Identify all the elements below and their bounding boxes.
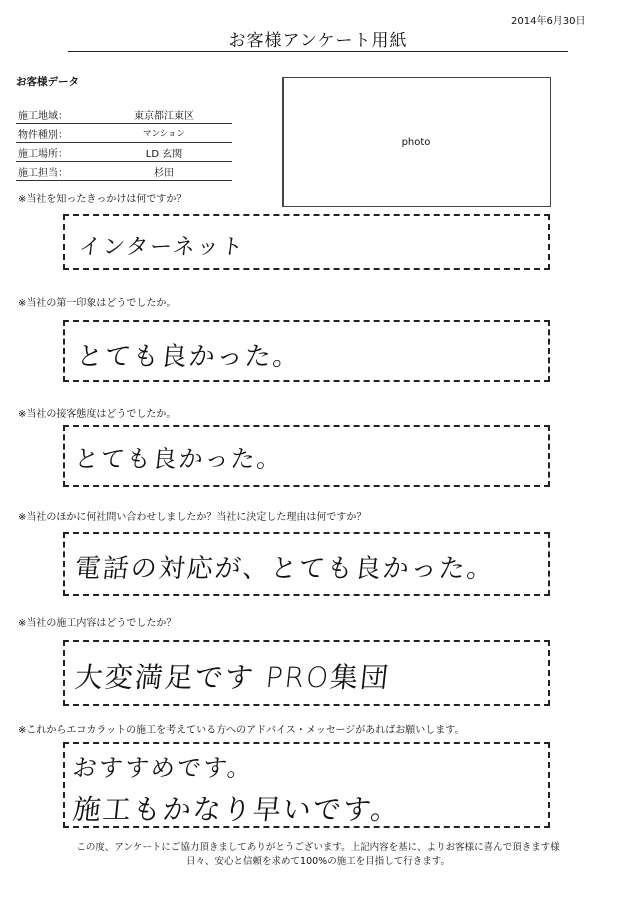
info-key: 物件種別： — [16, 124, 96, 143]
answer-2-line-1: とても良かった。 — [75, 342, 303, 372]
question-4: ※当社のほかに何社問い合わせしましたか？当社に決定した理由は何ですか？ — [18, 512, 367, 523]
customer-data-heading: お客様データ — [16, 76, 79, 88]
answer-6-line-2: 施工もかなり早いです。 — [71, 793, 403, 826]
answer-box-4 — [63, 532, 550, 596]
answer-box-6 — [63, 742, 550, 828]
info-row-property-type — [16, 124, 232, 143]
info-value: LD 玄関 — [96, 143, 232, 162]
info-key: 施工担当： — [16, 162, 96, 181]
info-row-area — [16, 105, 232, 124]
answer-4-line-1: 電話の対応が、とても良かった。 — [73, 554, 497, 584]
info-value: マンション — [96, 124, 232, 143]
question-2: ※当社の第一印象はどうでしたか。 — [18, 298, 177, 309]
survey-date: 2014年6月30日 — [511, 16, 586, 27]
info-row-location — [16, 143, 232, 162]
info-key: 施工場所： — [16, 143, 96, 162]
answer-box-2 — [63, 320, 550, 382]
info-row-staff — [16, 162, 232, 181]
title-underline — [68, 51, 568, 52]
answer-box-5 — [63, 640, 550, 706]
question-1: ※当社を知ったきっかけは何ですか？ — [18, 194, 187, 205]
answer-box-3 — [63, 425, 550, 487]
question-5: ※当社の施工内容はどうでしたか？ — [18, 618, 177, 629]
footer-line-1: この度、アンケートにご協力頂きましてありがとうございます。上記内容を基に、よりお客様に喜んで頂きます様 — [76, 842, 560, 853]
answer-5-line-1: 大変満足です PRO集団 — [73, 661, 392, 694]
answer-6-line-1: おすすめです。 — [71, 754, 255, 782]
question-3: ※当社の接客態度はどうでしたか。 — [18, 409, 177, 420]
answer-1-line-1: インターネット — [77, 235, 247, 260]
info-value: 杉田 — [96, 162, 232, 181]
question-6: ※これからエコカラットの施工を考えている方へのアドバイス・メッセージがあればお願いします。 — [18, 725, 465, 736]
footer-line-2: 日々、安心と信頼を求めて100%の施工を目指して行きます。 — [186, 856, 450, 867]
answer-box-1 — [63, 214, 550, 270]
customer-info-table — [16, 105, 232, 181]
answer-3-line-1: とても良かった。 — [73, 445, 285, 473]
info-key: 施工地域： — [16, 105, 96, 124]
photo-label: photo — [401, 137, 431, 148]
info-value: 東京都江東区 — [96, 105, 232, 124]
page-title: お客様アンケート用紙 — [228, 31, 408, 51]
